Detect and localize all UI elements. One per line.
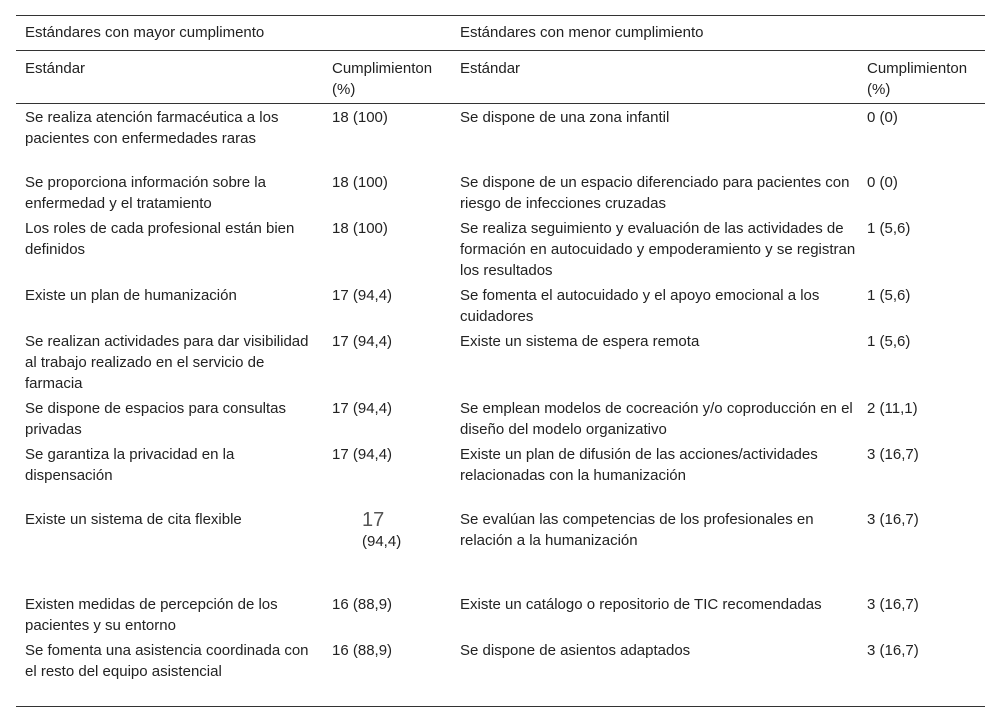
low-value-cell: 1 (5,6) — [867, 287, 911, 304]
high-value-cell: 18 (100) — [332, 109, 388, 126]
low-standard-cell: Existe un plan de difusión de las acciones/actividades relacionadas con la humanización — [460, 446, 818, 484]
high-standard-cell: Se dispone de espacios para consultas privadas — [25, 400, 287, 438]
group-header-low: Estándares con menor cumplimiento — [451, 16, 985, 51]
table-row — [16, 104, 985, 170]
high-value-cell: 18 (100) — [332, 174, 388, 191]
high-value-cell: 16 (88,9) — [332, 596, 393, 613]
column-header-compliance-low: Cumplimienton (%) — [858, 51, 985, 104]
table-row — [16, 441, 985, 506]
group-header-high: Estándares con mayor cumplimento — [16, 16, 451, 51]
table-row — [16, 506, 985, 591]
low-standard-cell: Existe un sistema de espera remota — [460, 333, 700, 350]
high-standard-cell: Se realizan actividades para dar visibilidad al trabajo realizado en el servicio de farmacia — [25, 333, 309, 392]
low-value-cell: 3 (16,7) — [858, 637, 985, 707]
compliance-table-container — [16, 15, 985, 707]
high-standard-cell: Se garantiza la privacidad en la dispensación — [25, 446, 235, 484]
high-value-number: 17 — [362, 509, 385, 531]
high-value-cell: 17 (94,4) — [332, 400, 393, 417]
table-row — [16, 395, 985, 441]
low-standard-cell: Se dispone de una zona infantil — [460, 109, 670, 126]
low-standard-cell: Se fomenta el autocuidado y el apoyo emocional a los cuidadores — [460, 287, 820, 325]
table-row — [16, 637, 985, 707]
high-value-cell — [323, 506, 451, 591]
table-row — [16, 591, 985, 637]
low-value-cell: 1 (5,6) — [867, 220, 911, 237]
high-standard-cell: Se fomenta una asistencia coordinada con el resto del equipo asistencial — [16, 637, 323, 707]
low-standard-cell: Se realiza seguimiento y evaluación de las actividades de formación en autocuidado y empoderamiento y se registran los resultados — [460, 220, 856, 279]
low-value-cell: 3 (16,7) — [867, 511, 919, 528]
table-row — [16, 169, 985, 215]
low-standard-cell: Se dispone de un espacio diferenciado para pacientes con riesgo de infecciones cruzadas — [460, 174, 850, 212]
compliance-table — [16, 15, 985, 707]
column-header-compliance-high: Cumplimienton (%) — [323, 51, 451, 104]
high-value-cell: 17 (94,4) — [332, 446, 393, 463]
high-standard-cell: Se realiza atención farmacéutica a los pacientes con enfermedades raras — [25, 109, 279, 147]
table-row — [16, 215, 985, 282]
low-value-cell: 2 (11,1) — [867, 400, 918, 417]
high-value-cell: 17 (94,4) — [332, 333, 393, 350]
high-standard-cell: Se proporciona información sobre la enfermedad y el tratamiento — [25, 174, 266, 212]
high-standard-cell: Existe un plan de humanización — [25, 287, 237, 304]
high-value-percent: (94,4) — [362, 533, 402, 550]
column-header-standard-high: Estándar — [16, 51, 323, 104]
column-header-standard-low: Estándar — [451, 51, 858, 104]
high-standard-cell: Existen medidas de percepción de los pacientes y su entorno — [25, 596, 278, 634]
column-header-row — [16, 51, 985, 104]
table-row — [16, 282, 985, 328]
low-standard-cell: Se emplean modelos de cocreación y/o coproducción en el diseño del modelo organizativo — [460, 400, 853, 438]
high-standard-cell: Existe un sistema de cita flexible — [25, 511, 242, 528]
low-standard-cell: Existe un catálogo o repositorio de TIC recomendadas — [460, 596, 822, 613]
low-standard-cell: Se dispone de asientos adaptados — [451, 637, 858, 707]
low-value-cell: 1 (5,6) — [867, 333, 911, 350]
low-standard-cell: Se evalúan las competencias de los profesionales en relación a la humanización — [460, 511, 814, 549]
high-value-cell: 18 (100) — [332, 220, 388, 237]
low-value-cell: 3 (16,7) — [867, 446, 919, 463]
low-value-cell: 0 (0) — [867, 109, 898, 126]
group-header-row — [16, 16, 985, 51]
low-value-cell: 0 (0) — [867, 174, 898, 191]
high-standard-cell: Los roles de cada profesional están bien definidos — [25, 220, 295, 258]
low-value-cell: 3 (16,7) — [867, 596, 919, 613]
high-value-cell: 16 (88,9) — [323, 637, 451, 707]
table-row — [16, 328, 985, 395]
high-value-cell: 17 (94,4) — [332, 287, 393, 304]
